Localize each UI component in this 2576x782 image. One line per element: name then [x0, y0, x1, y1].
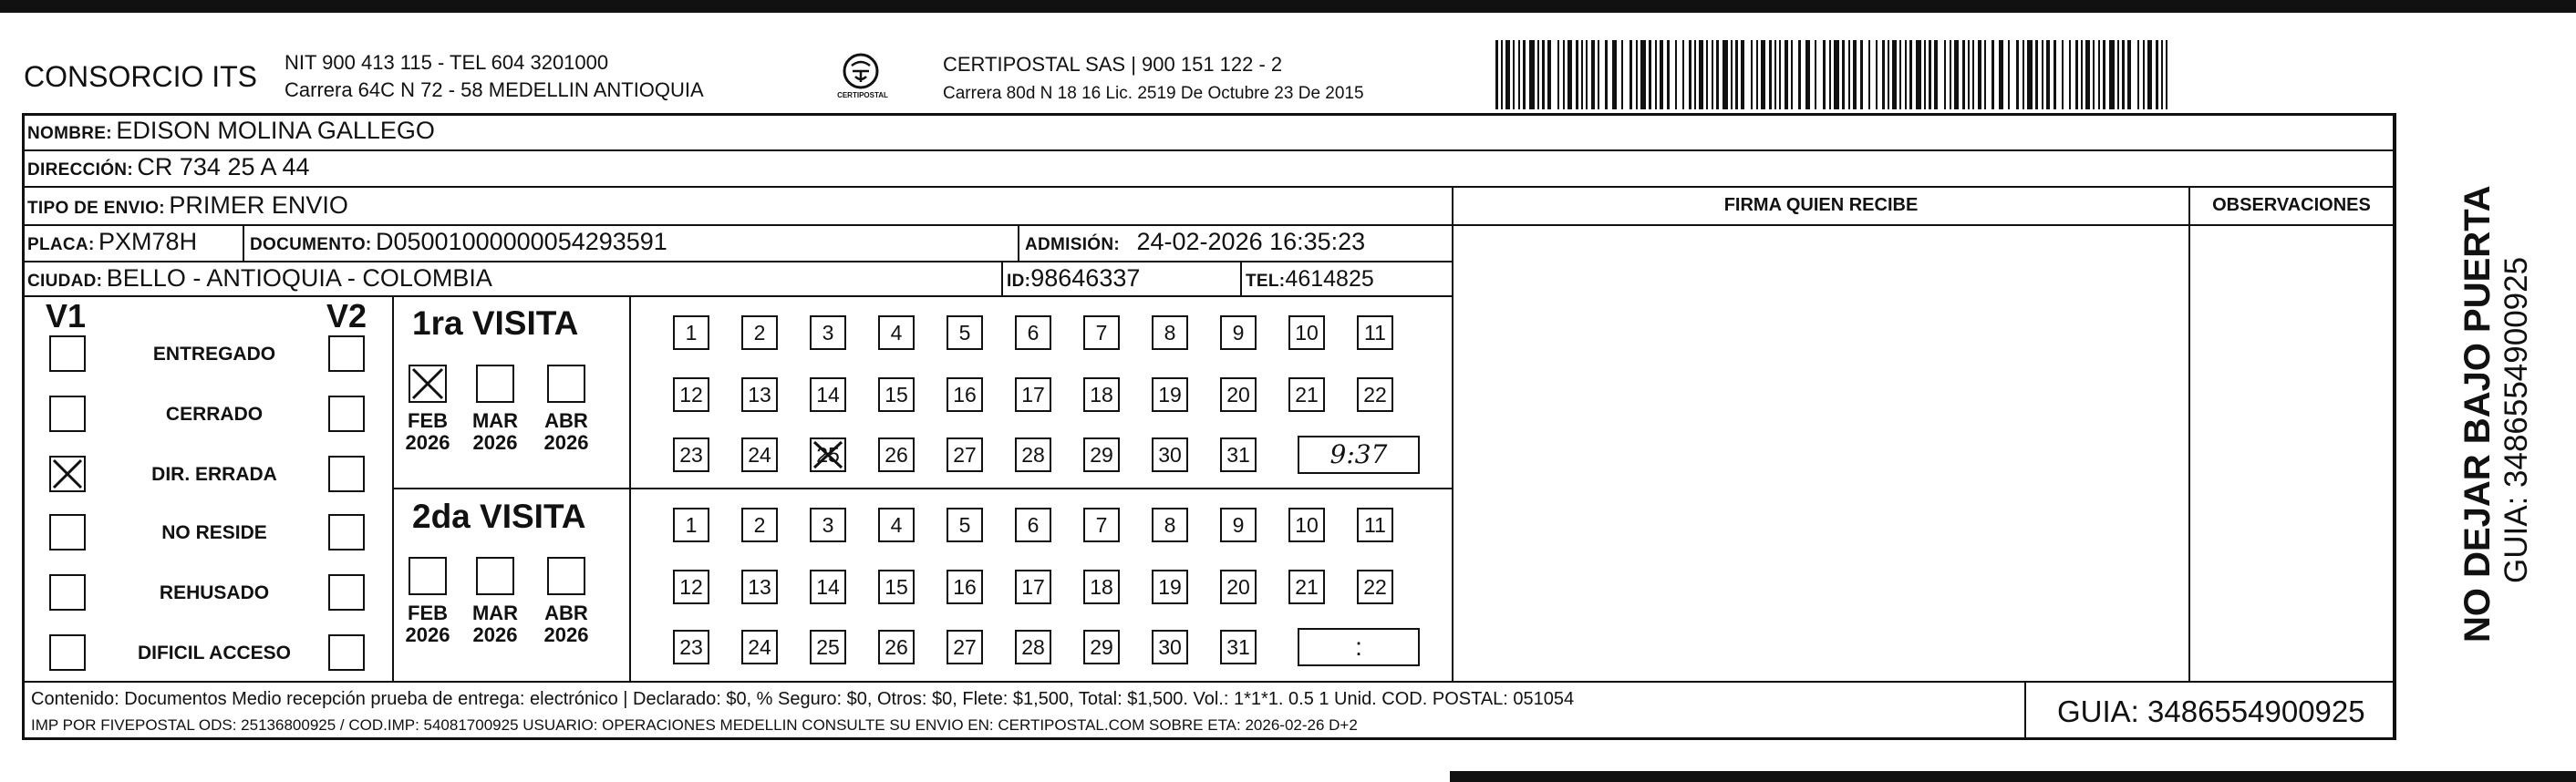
- admision-cell: [1025, 228, 1365, 256]
- second-day-box: 25: [810, 630, 846, 664]
- first-day-box: 31: [1220, 437, 1257, 472]
- second-day-box: 3: [810, 508, 846, 542]
- first-month-checkbox: [547, 365, 585, 403]
- side-guia: GUIA: 3486554900925: [2498, 256, 2534, 583]
- first-day-box: 21: [1288, 377, 1325, 412]
- first-day-box: 1: [673, 315, 709, 350]
- barcode-bar: [1741, 40, 1744, 109]
- month-year: 2026: [405, 623, 450, 646]
- col-divider: [1018, 224, 1019, 261]
- second-day-box: 4: [878, 508, 915, 542]
- tel-value: 4614825: [1285, 266, 1374, 292]
- top-border-bar: [0, 0, 2576, 13]
- barcode: [1495, 40, 2172, 109]
- barcode-bar: [2103, 40, 2105, 109]
- barcode-bar: [2008, 40, 2010, 109]
- barcode-bar: [1991, 40, 1994, 109]
- row-divider: [22, 681, 2396, 683]
- barcode-bar: [1842, 40, 1845, 109]
- barcode-bar: [1621, 40, 1623, 109]
- barcode-bar: [1892, 40, 1897, 109]
- barcode-bar: [2147, 40, 2152, 109]
- second-day-box: 27: [947, 630, 983, 664]
- x-mark-icon: [812, 439, 844, 470]
- barcode-bar: [1934, 40, 1938, 109]
- barcode-bar: [1815, 40, 1816, 109]
- row-divider: [22, 261, 1454, 262]
- barcode-bar: [1557, 40, 1559, 109]
- barcode-bar: [1769, 40, 1772, 109]
- barcode-bar: [1581, 40, 1583, 109]
- second-time-box: :: [1298, 628, 1420, 666]
- first-day-box: 17: [1015, 377, 1051, 412]
- barcode-bar: [1699, 40, 1703, 109]
- barcode-bar: [1694, 40, 1696, 109]
- barcode-bar: [2137, 40, 2139, 109]
- barcode-bar: [1567, 40, 1572, 109]
- barcode-bar: [1905, 40, 1907, 109]
- month-year: 2026: [472, 431, 518, 454]
- status-v1-checkbox: [49, 634, 86, 671]
- v1-header: V1: [46, 297, 87, 334]
- tel-label: TEL:: [1246, 272, 1286, 291]
- x-mark-icon: [51, 458, 84, 490]
- first-day-box: 13: [741, 377, 778, 412]
- first-day-box: 3: [810, 315, 846, 350]
- firma-header: FIRMA QUIEN RECIBE: [1723, 195, 1919, 215]
- first-day-box: 22: [1357, 377, 1393, 412]
- logo-text: CERTIPOSTAL: [837, 91, 888, 99]
- second-month-label: [540, 602, 593, 646]
- col-divider: [243, 224, 244, 261]
- first-day-box: 23: [673, 437, 709, 472]
- certipostal-info: CERTIPOSTAL SAS | 900 151 122 - 2: [943, 53, 1283, 76]
- status-label: CERRADO: [165, 404, 264, 425]
- tipo-value: PRIMER ENVIO: [169, 191, 348, 219]
- barcode-bar: [1723, 40, 1728, 109]
- second-day-box: 9: [1220, 508, 1257, 542]
- tipo-row: [27, 191, 348, 220]
- row-divider: [392, 488, 1454, 489]
- first-day-box: 18: [1083, 377, 1120, 412]
- barcode-bar: [2023, 40, 2024, 109]
- barcode-bar: [1591, 40, 1595, 109]
- first-day-box: 8: [1152, 315, 1188, 350]
- second-day-box: 31: [1220, 630, 1257, 664]
- barcode-bar: [1978, 40, 1981, 109]
- documento-cell: [250, 228, 667, 256]
- status-label: REHUSADO: [159, 582, 270, 603]
- barcode-bar: [1495, 40, 1498, 109]
- second-day-box: 30: [1152, 630, 1188, 664]
- barcode-bar: [1950, 40, 1951, 109]
- first-day-box: 2: [741, 315, 778, 350]
- second-day-box: 23: [673, 630, 709, 664]
- status-v1-checkbox: [49, 514, 86, 550]
- row-divider: [22, 224, 2396, 226]
- status-v1-checkbox: [49, 574, 86, 611]
- v2-header: V2: [326, 297, 367, 334]
- first-day-box: 10: [1288, 315, 1325, 350]
- second-day-box: 2: [741, 508, 778, 542]
- second-month-label: [401, 602, 454, 646]
- status-v2-checkbox: [328, 456, 365, 492]
- first-day-box: 16: [947, 377, 983, 412]
- first-day-box: 28: [1015, 437, 1051, 472]
- second-day-box: 19: [1152, 570, 1188, 604]
- second-month-label: [469, 602, 522, 646]
- placa-cell: [27, 228, 197, 256]
- first-day-box: 30: [1152, 437, 1188, 472]
- id-value: 98646337: [1030, 264, 1141, 292]
- placa-label: PLACA:: [27, 235, 95, 254]
- barcode-bar: [1640, 40, 1646, 109]
- barcode-bar: [1909, 40, 1912, 109]
- first-day-box: 4: [878, 315, 915, 350]
- first-time-box: 9:37: [1298, 436, 1420, 474]
- second-day-box: 16: [947, 570, 983, 604]
- certipostal-address: Carrera 80d N 18 16 Lic. 2519 De Octubre 23 De 2015: [943, 84, 1364, 103]
- barcode-bar: [1876, 40, 1878, 109]
- barcode-bar: [2069, 40, 2071, 109]
- col-divider: [2188, 186, 2190, 682]
- month-name: ABR: [544, 602, 588, 624]
- id-cell: [1007, 264, 1140, 293]
- bottom-border-bar: [1450, 771, 2576, 782]
- barcode-bar: [1636, 40, 1638, 109]
- first-day-box: 29: [1083, 437, 1120, 472]
- month-year: 2026: [472, 623, 518, 646]
- second-day-box: 17: [1015, 570, 1051, 604]
- footer-impresion: IMP POR FIVEPOSTAL ODS: 25136800925 / COD.IMP: 54081700925 USUARIO: OPERACIONES MEDELLIN CONSULTE SU ENVIO EN: CERTIPOSTAL.COM SOBRE ETA: 2026-02-26 D+2: [31, 716, 1358, 734]
- barcode-bar: [1629, 40, 1632, 109]
- nombre-value: EDISON MOLINA GALLEGO: [116, 117, 435, 144]
- id-label: ID:: [1007, 272, 1031, 291]
- barcode-bar: [1791, 40, 1793, 109]
- barcode-bar: [1513, 40, 1515, 109]
- barcode-bar: [1731, 40, 1733, 109]
- barcode-bar: [1756, 40, 1758, 109]
- month-name: FEB: [408, 409, 448, 432]
- second-day-box: 11: [1357, 508, 1393, 542]
- barcode-bar: [1655, 40, 1657, 109]
- second-day-box: 12: [673, 570, 709, 604]
- barcode-bar: [1586, 40, 1588, 109]
- status-v1-checkbox: [49, 456, 86, 492]
- barcode-bar: [1882, 40, 1885, 109]
- barcode-bar: [2042, 40, 2043, 109]
- x-mark-icon: [410, 366, 445, 401]
- barcode-bar: [1706, 40, 1708, 109]
- barcode-bar: [1848, 40, 1850, 109]
- certipostal-logo-icon: [841, 51, 881, 91]
- barcode-bar: [1712, 40, 1713, 109]
- barcode-bar: [2085, 40, 2090, 109]
- barcode-bar: [2143, 40, 2145, 109]
- barcode-bar: [1649, 40, 1651, 109]
- second-day-box: 28: [1015, 630, 1051, 664]
- second-day-box: 22: [1357, 570, 1393, 604]
- barcode-bar: [1505, 40, 1510, 109]
- first-day-box: 12: [673, 377, 709, 412]
- barcode-bar: [1598, 40, 1599, 109]
- barcode-bar: [2081, 40, 2083, 109]
- status-v2-checkbox: [328, 396, 365, 432]
- second-day-box: 14: [810, 570, 846, 604]
- company-address: Carrera 64C N 72 - 58 MEDELLIN ANTIOQUIA: [284, 78, 704, 101]
- barcode-bar: [1805, 40, 1810, 109]
- first-day-box: 7: [1083, 315, 1120, 350]
- barcode-bar: [1523, 40, 1526, 109]
- second-day-box: 10: [1288, 508, 1325, 542]
- barcode-bar: [2016, 40, 2019, 109]
- barcode-bar: [1660, 40, 1663, 109]
- barcode-bar: [2109, 40, 2115, 109]
- barcode-bar: [1829, 40, 1831, 109]
- barcode-bar: [1774, 40, 1776, 109]
- first-day-box: 5: [947, 315, 983, 350]
- barcode-bar: [1761, 40, 1765, 109]
- barcode-bar: [1984, 40, 1986, 109]
- second-day-box: 29: [1083, 630, 1120, 664]
- first-day-box: 26: [878, 437, 915, 472]
- second-day-box: 13: [741, 570, 778, 604]
- admision-label: ADMISIÓN:: [1025, 235, 1121, 254]
- row-divider: [22, 295, 1454, 297]
- status-label: ENTREGADO: [152, 344, 276, 365]
- tipo-label: TIPO DE ENVIO:: [27, 199, 165, 218]
- ciudad-value: BELLO - ANTIOQUIA - COLOMBIA: [106, 264, 492, 292]
- barcode-bar: [1501, 40, 1503, 109]
- first-day-box: 24: [741, 437, 778, 472]
- barcode-bar: [1779, 40, 1781, 109]
- second-day-box: 1: [673, 508, 709, 542]
- documento-label: DOCUMENTO:: [250, 235, 372, 254]
- barcode-bar: [1899, 40, 1901, 109]
- barcode-bar: [1689, 40, 1691, 109]
- first-day-box: 6: [1015, 315, 1051, 350]
- second-day-box: 26: [878, 630, 915, 664]
- direccion-row: [27, 153, 310, 181]
- side-warning: NO DEJAR BAJO PUERTA: [2457, 185, 2498, 643]
- barcode-bar: [1868, 40, 1870, 109]
- barcode-bar: [2027, 40, 2033, 109]
- barcode-bar: [2062, 40, 2064, 109]
- barcode-bar: [1916, 40, 1921, 109]
- barcode-bar: [1954, 40, 1959, 109]
- direccion-value: CR 734 25 A 44: [137, 153, 310, 180]
- barcode-bar: [1542, 40, 1545, 109]
- second-day-box: 6: [1015, 508, 1051, 542]
- month-name: MAR: [471, 602, 519, 624]
- barcode-bar: [2127, 40, 2131, 109]
- barcode-bar: [1735, 40, 1738, 109]
- barcode-bar: [2054, 40, 2056, 109]
- barcode-bar: [1962, 40, 1965, 109]
- first-day-box: 25: [810, 437, 846, 472]
- month-name: ABR: [544, 409, 588, 432]
- barcode-bar: [2156, 40, 2158, 109]
- ciudad-label: CIUDAD:: [27, 272, 103, 291]
- barcode-bar: [1612, 40, 1617, 109]
- admision-value: 24-02-2026 16:35:23: [1136, 228, 1366, 255]
- first-month-label: [401, 410, 454, 454]
- barcode-bar: [2075, 40, 2078, 109]
- first-day-box: 27: [947, 437, 983, 472]
- barcode-bar: [1537, 40, 1539, 109]
- barcode-bar: [1929, 40, 1931, 109]
- placa-value: PXM78H: [98, 228, 198, 255]
- barcode-bar: [2035, 40, 2038, 109]
- second-month-checkbox: [476, 557, 514, 595]
- barcode-bar: [1999, 40, 2003, 109]
- col-divider: [2024, 681, 2026, 740]
- month-name: FEB: [408, 602, 448, 624]
- col-divider: [1001, 261, 1003, 295]
- first-visit-title: 1ra VISITA: [412, 304, 579, 342]
- first-day-box: 20: [1220, 377, 1257, 412]
- row-divider: [22, 149, 2396, 151]
- barcode-bar: [1924, 40, 1926, 109]
- first-day-box: 9: [1220, 315, 1257, 350]
- first-day-box: 11: [1357, 315, 1393, 350]
- status-v2-checkbox: [328, 634, 365, 671]
- ciudad-cell: [27, 264, 492, 293]
- barcode-bar: [2166, 40, 2167, 109]
- second-day-box: 8: [1152, 508, 1188, 542]
- barcode-bar: [2098, 40, 2100, 109]
- barcode-bar: [1888, 40, 1889, 109]
- second-day-box: 5: [947, 508, 983, 542]
- first-month-checkbox: [476, 365, 514, 403]
- second-day-box: 15: [878, 570, 915, 604]
- barcode-bar: [2046, 40, 2050, 109]
- barcode-bar: [1576, 40, 1578, 109]
- barcode-bar: [1605, 40, 1608, 109]
- barcode-bar: [2093, 40, 2095, 109]
- barcode-bar: [1716, 40, 1719, 109]
- barcode-bar: [2122, 40, 2125, 109]
- second-day-box: 24: [741, 630, 778, 664]
- status-label: NO RESIDE: [161, 522, 267, 543]
- tel-cell: [1246, 266, 1374, 293]
- barcode-bar: [1547, 40, 1551, 109]
- status-v2-checkbox: [328, 574, 365, 611]
- barcode-bar: [1834, 40, 1839, 109]
- status-v2-checkbox: [328, 335, 365, 372]
- barcode-bar: [2117, 40, 2119, 109]
- barcode-bar: [1675, 40, 1677, 109]
- barcode-bar: [1823, 40, 1826, 109]
- status-v1-checkbox: [49, 335, 86, 372]
- second-month-checkbox: [547, 557, 585, 595]
- row-divider: [22, 186, 2396, 188]
- barcode-bar: [1972, 40, 1974, 109]
- company-name: CONSORCIO ITS: [24, 60, 258, 93]
- barcode-bar: [1529, 40, 1535, 109]
- direccion-label: DIRECCIÓN:: [27, 160, 133, 180]
- month-year: 2026: [543, 431, 589, 454]
- month-year: 2026: [543, 623, 589, 646]
- second-day-box: 7: [1083, 508, 1120, 542]
- barcode-bar: [1518, 40, 1520, 109]
- barcode-bar: [1944, 40, 1946, 109]
- second-day-box: 21: [1288, 570, 1325, 604]
- status-v1-checkbox: [49, 396, 86, 432]
- col-divider: [1240, 261, 1242, 295]
- nombre-row: [27, 117, 435, 145]
- first-month-checkbox: [409, 365, 447, 403]
- documento-value: D05001000000054293591: [376, 228, 667, 255]
- barcode-bar: [1968, 40, 1970, 109]
- status-label: DIFICIL ACCESO: [137, 643, 291, 664]
- barcode-bar: [2161, 40, 2163, 109]
- month-name: MAR: [471, 409, 519, 432]
- barcode-bar: [1563, 40, 1565, 109]
- status-label: DIR. ERRADA: [151, 464, 277, 485]
- first-day-box: 14: [810, 377, 846, 412]
- footer-guia: GUIA: 3486554900925: [2057, 695, 2365, 728]
- barcode-bar: [1667, 40, 1670, 109]
- barcode-bar: [1798, 40, 1801, 109]
- barcode-bar: [1682, 40, 1684, 109]
- second-visit-title: 2da VISITA: [412, 498, 586, 535]
- first-month-label: [540, 410, 593, 454]
- observaciones-header: OBSERVACIONES: [2212, 195, 2371, 215]
- first-month-label: [469, 410, 522, 454]
- nombre-label: NOMBRE:: [27, 124, 112, 143]
- barcode-bar: [1853, 40, 1857, 109]
- col-divider: [392, 295, 394, 682]
- first-day-box: 19: [1152, 377, 1188, 412]
- col-divider: [2393, 113, 2395, 740]
- footer-contenido: Contenido: Documentos Medio recepción prueba de entrega: electrónico | Declarado: $0, % Seguro: $0, Otros: $0, Flete: $1,500, Total: $1,500. Vol.: 1*1*1. 0.5 1 Unid. COD. POSTAL: 051054: [31, 689, 1575, 709]
- second-day-box: 20: [1220, 570, 1257, 604]
- col-divider: [1452, 186, 1454, 682]
- status-v2-checkbox: [328, 514, 365, 550]
- barcode-bar: [1860, 40, 1863, 109]
- col-divider: [629, 295, 631, 682]
- second-month-checkbox: [409, 557, 447, 595]
- company-nit: NIT 900 413 115 - TEL 604 3201000: [284, 51, 609, 74]
- second-day-box: 18: [1083, 570, 1120, 604]
- first-day-box: 15: [878, 377, 915, 412]
- barcode-bar: [1751, 40, 1753, 109]
- barcode-bar: [1785, 40, 1788, 109]
- month-year: 2026: [405, 431, 450, 454]
